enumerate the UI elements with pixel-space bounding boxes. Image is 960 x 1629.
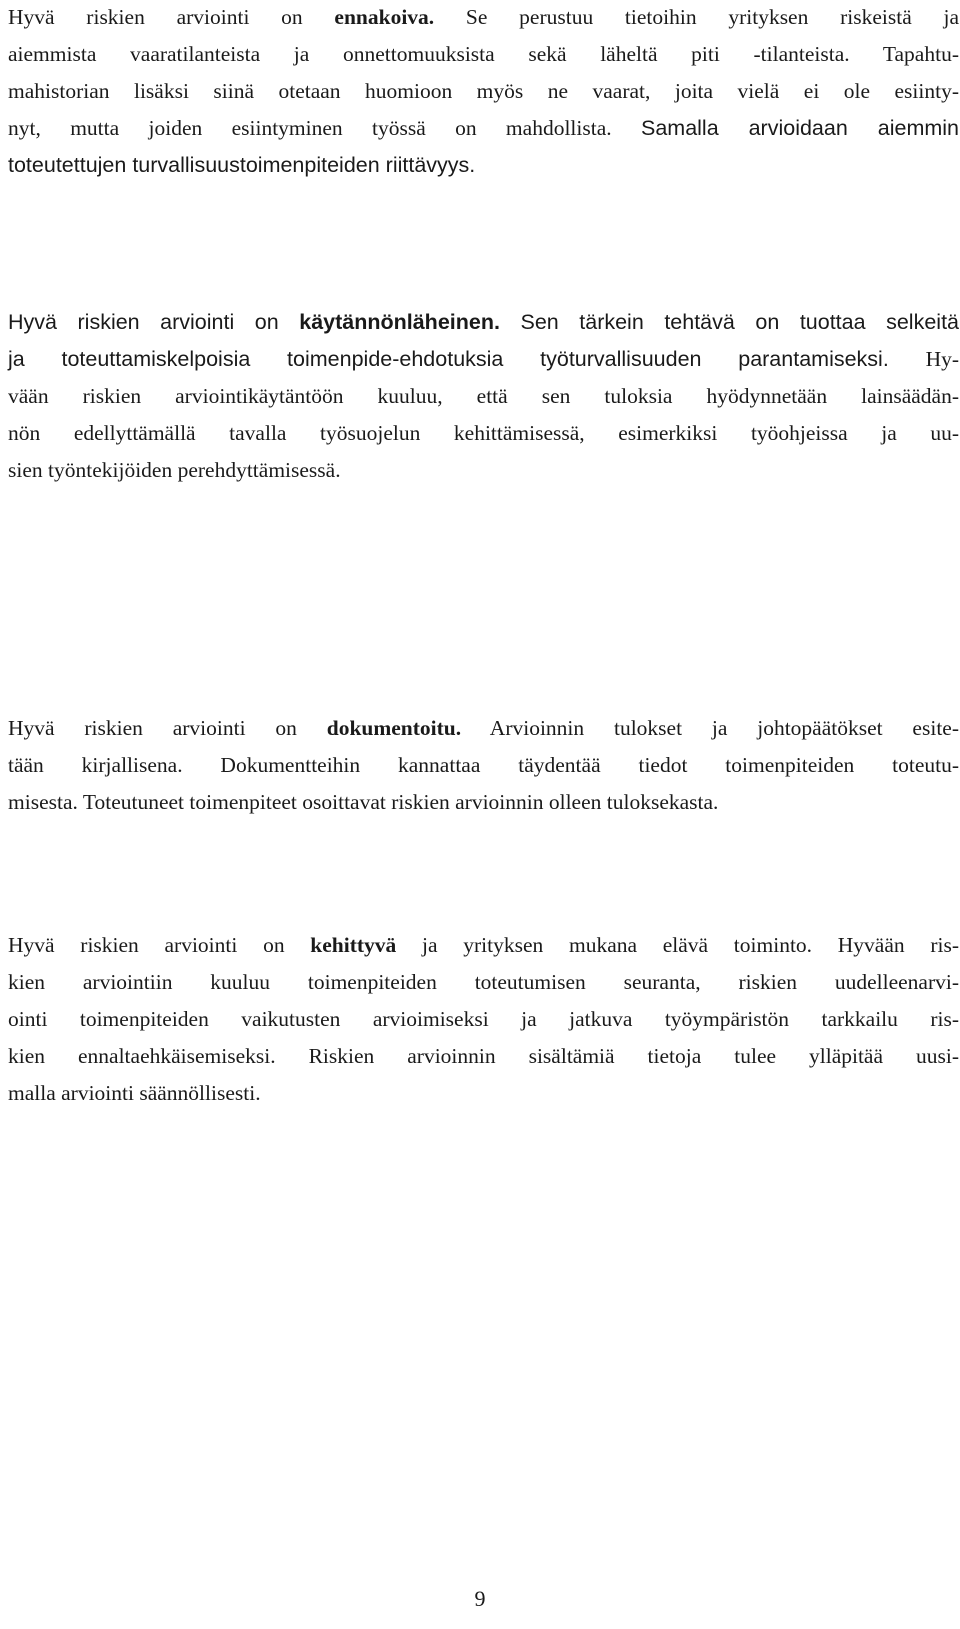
text-line — [8, 110, 959, 147]
text-line — [8, 1001, 959, 1038]
text-line — [8, 0, 959, 36]
text-line — [8, 73, 959, 110]
text-line — [8, 147, 959, 184]
text-run: ointi toimenpiteiden vaikutusten arvioimiseksi ja jatkuva työympäristön tarkkailu ris- — [8, 1007, 959, 1031]
text-run: Se perustuu tietoihin yrityksen riskeistä ja — [434, 5, 959, 29]
emphasis-term: dokumentoitu. — [326, 716, 462, 740]
text-run: Hyvä riskien arviointi on — [8, 5, 335, 29]
text-run: Hyvä riskien arviointi on — [8, 716, 327, 740]
text-run: Arvioinnin tulokset ja johtopäätökset esite- — [461, 716, 959, 740]
text-run: Hyvä riskien arviointi on — [8, 310, 300, 334]
text-run: malla arviointi säännöllisesti. — [8, 1081, 261, 1105]
emphasis-term: käytännönläheinen. — [299, 310, 500, 334]
text-line — [8, 304, 959, 341]
text-line — [8, 452, 959, 489]
text-run: kien arviointiin kuuluu toimenpiteiden toteutumisen seuranta, riskien uudelleenarvi- — [8, 970, 959, 994]
text-run: nön edellyttämällä tavalla työsuojelun kehittämisessä, esimerkiksi työohjeissa ja uu- — [8, 421, 959, 445]
paragraph-p4 — [8, 927, 959, 1112]
text-line — [8, 36, 959, 73]
text-line — [8, 927, 959, 964]
text-run: misesta. Toteutuneet toimenpiteet osoittavat riskien arvioinnin olleen tuloksekasta. — [8, 790, 719, 814]
text-run: Hy- — [925, 347, 959, 371]
text-run: sien työntekijöiden perehdyttämisessä. — [8, 458, 341, 482]
text-line — [8, 710, 959, 747]
emphasis-term: kehittyvä — [310, 933, 397, 957]
text-line — [8, 1075, 959, 1112]
text-run: tään kirjallisena. Dokumentteihin kannattaa täydentää tiedot toimenpiteiden toteutu- — [8, 753, 959, 777]
text-run: ja toteuttamiskelpoisia toimenpide-ehdotuksia työturvallisuuden parantamiseksi. — [8, 347, 926, 371]
text-line — [8, 378, 959, 415]
text-run: Samalla arvioidaan aiemmin — [640, 116, 959, 140]
text-line — [8, 964, 959, 1001]
text-line — [8, 341, 959, 378]
text-run: Sen tärkein tehtävä on tuottaa selkeitä — [499, 310, 959, 334]
paragraph-p3 — [8, 710, 959, 821]
text-line — [8, 1038, 959, 1075]
text-run: Hyvä riskien arviointi on — [8, 933, 311, 957]
text-run: mahistorian lisäksi siinä otetaan huomioon myös ne vaarat, joita vielä ei ole esiinty- — [8, 79, 959, 103]
text-run: kien ennaltaehkäisemiseksi. Riskien arvioinnin sisältämiä tietoja tulee ylläpitää uusi- — [8, 1044, 959, 1068]
paragraph-p1 — [8, 0, 959, 184]
text-line — [8, 415, 959, 452]
emphasis-term: ennakoiva. — [334, 5, 435, 29]
text-run: vään riskien arviointikäytäntöön kuuluu, että sen tuloksia hyödynnetään lainsäädän- — [8, 384, 959, 408]
text-run: aiemmista vaaratilanteista ja onnettomuuksista sekä läheltä piti -tilanteista. Tapahtu- — [8, 42, 959, 66]
text-run: toteutettujen turvallisuustoimenpiteiden riittävyys. — [8, 153, 476, 177]
text-run: nyt, mutta joiden esiintyminen työssä on mahdollista. — [8, 116, 641, 140]
text-run: ja yrityksen mukana elävä toiminto. Hyvään ris- — [396, 933, 959, 957]
paragraph-p2 — [8, 304, 959, 489]
page-number: 9 — [474, 1586, 486, 1611]
text-line — [8, 747, 959, 784]
text-line — [8, 784, 959, 821]
